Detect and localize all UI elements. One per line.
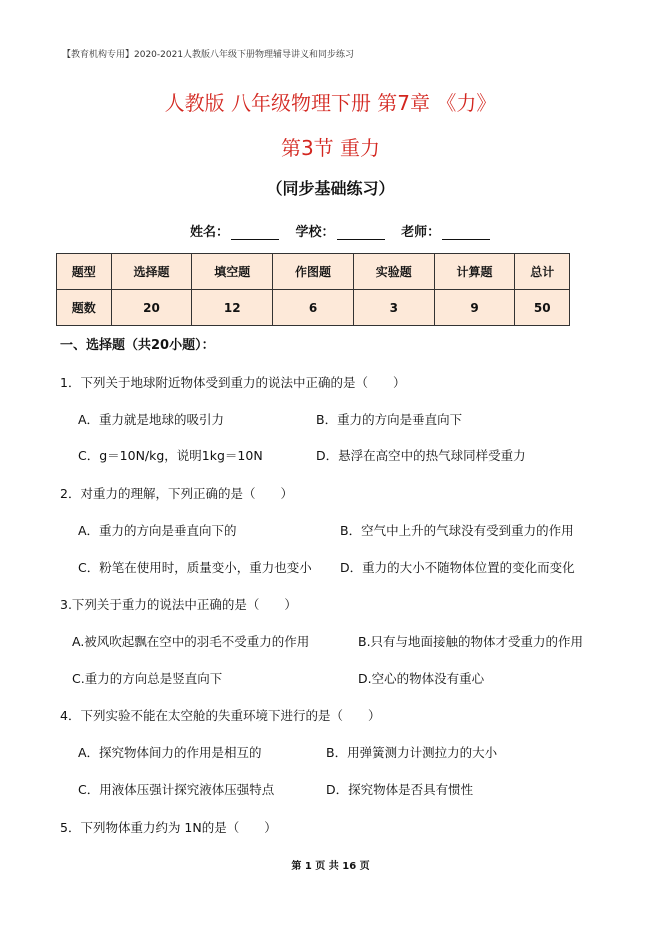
question-option[interactable]: D．重力的大小不随物体位置的变化而变化 xyxy=(340,560,575,575)
question-option[interactable]: C．g＝10N/kg，说明1kg＝10N xyxy=(78,448,263,463)
question-stem: 4．下列实验不能在太空舱的失重环境下进行的是（ ） xyxy=(60,708,381,723)
name-label: 姓名： xyxy=(190,225,230,240)
question-option[interactable]: A．重力就是地球的吸引力 xyxy=(78,412,225,427)
question-option[interactable]: C．用液体压强计探究液体压强特点 xyxy=(78,782,275,797)
name-blank[interactable] xyxy=(231,225,279,240)
school-label: 学校： xyxy=(295,225,335,240)
question-stem: 1．下列关于地球附近物体受到重力的说法中正确的是（ ） xyxy=(60,375,406,390)
question-option[interactable]: A．探究物体间力的作用是相互的 xyxy=(78,745,262,760)
page-footer: 第 1 页 共 16 页 xyxy=(291,861,370,872)
score-cell: 12 xyxy=(192,290,273,326)
score-header-cell: 作图题 xyxy=(273,254,354,290)
question-option[interactable]: B．用弹簧测力计测拉力的大小 xyxy=(326,745,498,760)
score-header-cell: 选择题 xyxy=(111,254,192,290)
score-header-cell: 实验题 xyxy=(353,254,434,290)
question-stem: 5．下列物体重力约为 1N的是（ ） xyxy=(60,820,277,835)
student-info-line xyxy=(190,221,502,240)
score-cell: 9 xyxy=(434,290,515,326)
score-table xyxy=(56,253,570,326)
question-option[interactable]: D．探究物体是否具有惯性 xyxy=(326,782,474,797)
question-option[interactable]: D.空心的物体没有重心 xyxy=(358,671,485,686)
question-stem: 2．对重力的理解，下列正确的是（ ） xyxy=(60,486,293,501)
score-row-label: 题数 xyxy=(57,290,112,326)
section-heading: 一、选择题（共20小题）： xyxy=(60,338,215,353)
score-table-header-row xyxy=(57,254,570,290)
question-option[interactable]: B.只有与地面接触的物体才受重力的作用 xyxy=(358,634,584,649)
question-stem: 3.下列关于重力的说法中正确的是（ ） xyxy=(60,597,297,612)
score-header-cell: 总计 xyxy=(515,254,570,290)
score-cell: 50 xyxy=(515,290,570,326)
header-note: 【教育机构专用】2020-2021人教版八年级下册物理辅导讲义和同步练习 xyxy=(62,50,355,60)
question-option[interactable]: A.被风吹起飘在空中的羽毛不受重力的作用 xyxy=(72,634,310,649)
score-cell: 3 xyxy=(353,290,434,326)
question-option[interactable]: D．悬浮在高空中的热气球同样受重力 xyxy=(316,448,526,463)
question-option[interactable]: C．粉笔在使用时，质量变小，重力也变小 xyxy=(78,560,312,575)
score-table-row xyxy=(57,290,570,326)
question-option[interactable]: B．重力的方向是垂直向下 xyxy=(316,412,463,427)
score-cell: 6 xyxy=(273,290,354,326)
subtitle: （同步基础练习） xyxy=(266,179,395,198)
score-cell: 20 xyxy=(111,290,192,326)
teacher-label: 老师： xyxy=(401,225,441,240)
school-blank[interactable] xyxy=(337,225,385,240)
question-option[interactable]: C.重力的方向总是竖直向下 xyxy=(72,671,223,686)
document-title: 人教版 八年级物理下册 第7章 《力》 xyxy=(164,91,497,115)
section-title: 第3节 重力 xyxy=(280,136,381,160)
score-header-cell: 计算题 xyxy=(434,254,515,290)
score-header-cell: 填空题 xyxy=(192,254,273,290)
score-header-cell: 题型 xyxy=(57,254,112,290)
question-option[interactable]: B．空气中上升的气球没有受到重力的作用 xyxy=(340,523,574,538)
teacher-blank[interactable] xyxy=(442,225,490,240)
question-option[interactable]: A．重力的方向是垂直向下的 xyxy=(78,523,237,538)
